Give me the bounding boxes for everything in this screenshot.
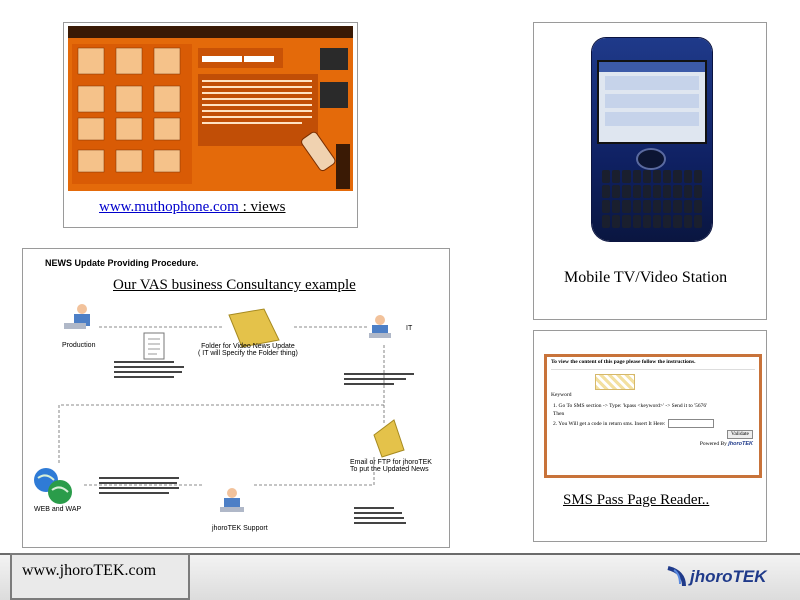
mobile-tv-caption: Mobile TV/Video Station (564, 269, 728, 286)
phone-screen (597, 60, 707, 144)
email-label-sub: To put the Updated News (350, 466, 429, 473)
phone-keypad (602, 170, 702, 228)
logo-text: jhoroTEK (690, 567, 767, 586)
validate-button[interactable]: Validate (727, 430, 753, 439)
sms-pass-screenshot (544, 354, 762, 478)
support-person-icon (220, 488, 244, 512)
vas-caption: Our VAS business Consultancy example (113, 277, 356, 293)
email-folder-icon (374, 420, 404, 457)
folder-label-title: Folder for Video News Update (201, 343, 295, 350)
email-label (350, 459, 432, 473)
sms-then: Then (553, 410, 565, 417)
document-icon (144, 333, 164, 359)
folder-icon (229, 309, 279, 347)
jhorotek-small-logo: jhoroTEK (728, 440, 753, 447)
web-wap-globe-icon (34, 468, 72, 504)
news-flow-title: NEWS Update Providing Procedure. (45, 258, 199, 268)
production-person-icon (64, 304, 90, 329)
powered-by-label: Powered By (699, 440, 727, 447)
footer-url[interactable]: www.jhoroTEK.com (22, 562, 157, 579)
folder-label (198, 343, 298, 357)
muthophone-link[interactable]: www.muthophone.com (99, 199, 239, 215)
sms-step1: 1. Go To SMS section -> Type: 'kpass <keyword>' -> Send it to '5676' (553, 403, 708, 410)
news-flow-diagram (24, 295, 448, 545)
muthophone-caption (99, 199, 286, 216)
production-label: Production (62, 342, 96, 349)
phone-dpad (636, 148, 666, 170)
folder-label-sub: ( IT will Specify the Folder thing) (198, 350, 298, 357)
sms-code-input[interactable] (668, 419, 714, 428)
muthophone-screenshot (68, 26, 353, 191)
support-label: jhoroTEK Support (212, 525, 268, 532)
sms-pass-caption: SMS Pass Page Reader.. (563, 492, 710, 508)
email-label-title: Email or FTP for jhoroTEK (350, 459, 432, 466)
jhorotek-logo (664, 562, 767, 592)
web-wap-label: WEB and WAP (34, 506, 82, 513)
views-label: : views (238, 199, 286, 215)
sms-step2: 2. You Will get a code in return sms. Insert It Here: (553, 420, 666, 427)
logo-swoosh-icon (664, 564, 690, 590)
it-label: IT (406, 325, 413, 332)
it-person-icon (369, 315, 391, 338)
sms-heading: To view the content of this page please follow the instructions. (551, 359, 696, 365)
captcha-image (595, 374, 635, 390)
keyword-label: Keyword (551, 391, 572, 398)
